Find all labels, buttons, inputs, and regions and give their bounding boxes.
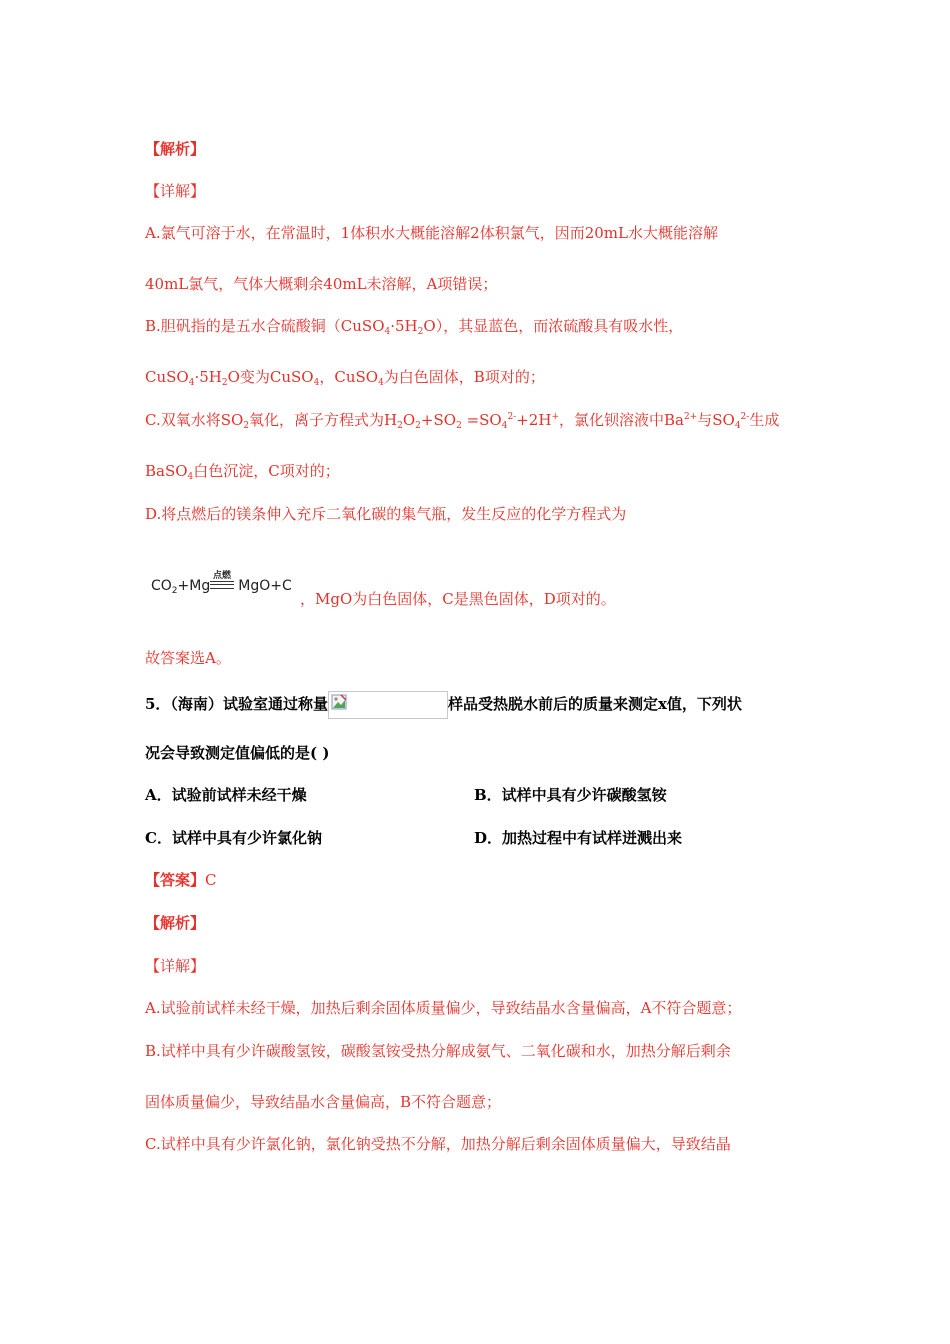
answer-explanation-b-line1: B.试样中具有少许碳酸氢铵，碳酸氢铵受热分解成氨气、二氧化碳和水，加热分解后剩余 — [145, 1042, 731, 1060]
explanation-b-line1: B.胆矾指的是五水合硫酸铜$(CuSO_4\cdot 5H_2O)$，其显蓝色，而浓硫酸具有吸水性， — [145, 317, 684, 337]
answer-label: 【答案】 — [145, 871, 206, 889]
section-heading-xiangjie: 【详解】 — [145, 182, 206, 200]
explanation-d-line1: D.将点燃后的镁条伸入充斥二氧化碳的集气瓶，发生反应的化学方程式为 — [145, 505, 627, 523]
option-b: B．试样中具有少许碳酸氢铵 — [474, 786, 667, 804]
answer-value: C — [205, 871, 217, 889]
section-heading-jiexi: 【解析】 — [145, 140, 206, 158]
conclusion: 故答案选A。 — [145, 649, 231, 667]
answer-heading-xiangjie: 【详解】 — [145, 957, 206, 975]
option-c: C．试样中具有少许氯化钠 — [145, 829, 322, 847]
answer-heading-jiexi: 【解析】 — [145, 914, 206, 932]
answer-line — [145, 870, 217, 890]
explanation-c-line1: C.双氧水将$SO_2$氧化，离子方程式为$H_2O_2+SO_2 =SO_4^{2-}+2H^+$，氯化钡溶液中$Ba^{2+}$与$SO_4^{2-}$生成 — [145, 411, 780, 431]
option-d: D．加热过程中有试样迸溅出来 — [474, 829, 683, 847]
answer-explanation-b-line2: 固体质量偏少，导致结晶水含量偏高，B不符合题意； — [145, 1093, 502, 1111]
explanation-a-line1: A.氯气可溶于水，在常温时，1体积水大概能溶解2体积氯气，因而20mL水大概能溶解 — [145, 224, 718, 242]
broken-image-icon — [331, 694, 347, 710]
explanation-c-line2: BaSO$_4$白色沉淀，C项对的； — [145, 462, 340, 482]
chemical-equation-image: 点燃 $CO_2+Mg$ MgO+C — [151, 568, 293, 604]
question-5-stem-line1: 5．（海南）试验室通过称量 样品受热脱水前后的质量来测定x值，下列状 — [145, 691, 742, 719]
broken-image-placeholder — [328, 691, 448, 719]
explanation-b-line2: $CuSO_4\cdot 5H_2O$变为CuSO$_4$，CuSO$_4$为白色固体，B项对的； — [145, 368, 545, 388]
explanation-a-line2: 40mL氯气，气体大概剩余40mL未溶解，A项错误； — [145, 275, 498, 293]
explanation-d-line2: ，MgO为白色固体，C是黑色固体，D项对的。 — [300, 590, 616, 608]
answer-explanation-c-line1: C.试样中具有少许氯化钠，氯化钠受热不分解，加热分解后剩余固体质量偏大，导致结晶 — [145, 1135, 731, 1153]
question-5-stem-line2: 况会导致测定值偏低的是( ) — [145, 744, 330, 762]
equation-condition: 点燃 — [213, 571, 232, 581]
answer-explanation-a: A.试验前试样未经干燥，加热后剩余固体质量偏少，导致结晶水含量偏高，A不符合题意； — [145, 999, 742, 1017]
option-a: A．试验前试样未经干燥 — [145, 786, 307, 804]
